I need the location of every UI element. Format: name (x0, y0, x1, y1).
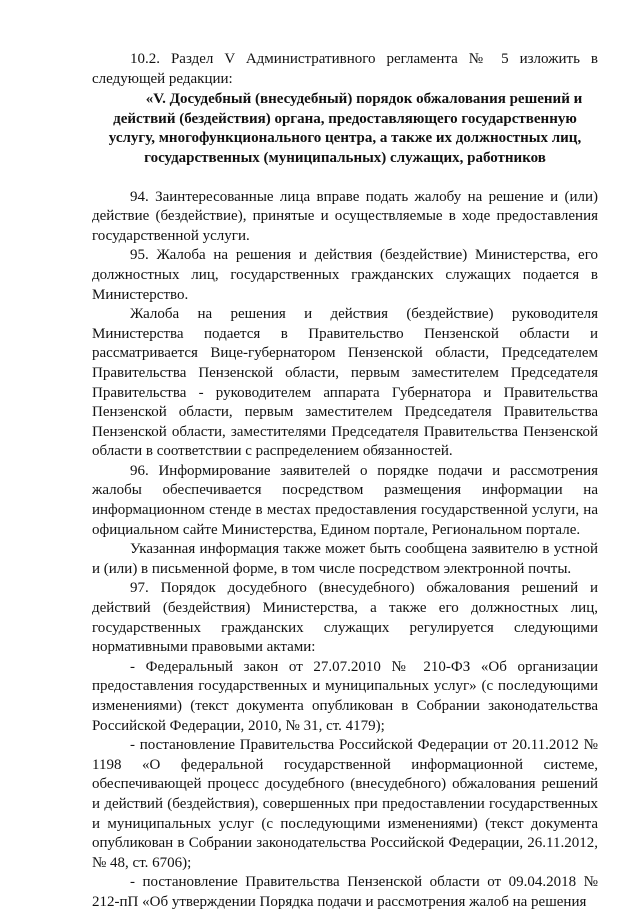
intro-paragraph: 10.2. Раздел V Административного регламента № 5 изложить в следующей редакции: (92, 51, 598, 87)
paragraph-96: 96. Информирование заявителей о порядке подачи и рассмотрения жалобы обеспечивается посредством размещения информации на информационном стенде в местах предоставления государственной услуги, на официальном сайте Министерства, Едином портале, Региональном портале. (92, 462, 598, 538)
list-item-federal-law: - Федеральный закон от 27.07.2010 № 210-ФЗ «Об организации предоставления государственных и муниципальных услуг» (с последующими изменениями) (текст документа опубликован в Собрании законодательства Российской Федерации, 2010, № 31, ст. 4179); (92, 658, 598, 734)
paragraph-95: 95. Жалоба на решения и действия (бездействие) Министерства, его должностных лиц, государственных гражданских служащих подается в Министерство. (92, 247, 598, 303)
paragraph-94: 94. Заинтересованные лица вправе подать жалобу на решение и (или) действие (бездействие), принятые и осуществляемые в ходе предоставления государственной услуги. (92, 188, 598, 244)
paragraph-96-continuation: Указанная информация также может быть сообщена заявителю в устной и (или) в письменной форме, в том числе посредством электронной почты. (92, 541, 598, 577)
list-item-regional-resolution: - постановление Правительства Пензенской области от 09.04.2018 № 212-пП «Об утверждении Порядка подачи и рассмотрения жалоб на решения (92, 874, 598, 910)
spacer (92, 169, 598, 188)
list-item-government-resolution: - постановление Правительства Российской Федерации от 20.11.2012 № 1198 «О федеральной государственной информационной системе, обеспечивающей процесс досудебного (внесудебного) обжалования решений и действий (бездействия), совершенных при предоставлении государственных и муниципальных услуг (с последующими изменениями) (текст документа опубликован в Собрании законодательства Российской Федерации, 26.11.2012, № 48, ст. 6706); (92, 737, 598, 871)
paragraph-97: 97. Порядок досудебного (внесудебного) обжалования решений и действий (бездействия) Министерства, а также его должностных лиц, государственных гражданских служащих регулируется следующими нормативными правовыми актами: (92, 580, 598, 656)
document-page (92, 50, 598, 913)
paragraph-95-continuation: Жалоба на решения и действия (бездействие) руководителя Министерства подается в Правительство Пензенской области и рассматривается Вице-губернатором Пензенской области, Председателем Правительства Пензенской области, первым заместителем Председателя Правительства - руководителем аппарата Губернатора и Правительства Пензенской области, первым заместителем Председателя Правительства Пензенской области, заместителями Председателя Правительства Пензенской области в соответствии с распределением обязанностей. (92, 306, 598, 460)
section-heading: «V. Досудебный (внесудебный) порядок обжалования решений и действий (бездействия) органа, предоставляющего государственную услугу, многофункционального центра, а также их должностных лиц, государственных (муниципальных) служащих, работников (108, 91, 583, 166)
